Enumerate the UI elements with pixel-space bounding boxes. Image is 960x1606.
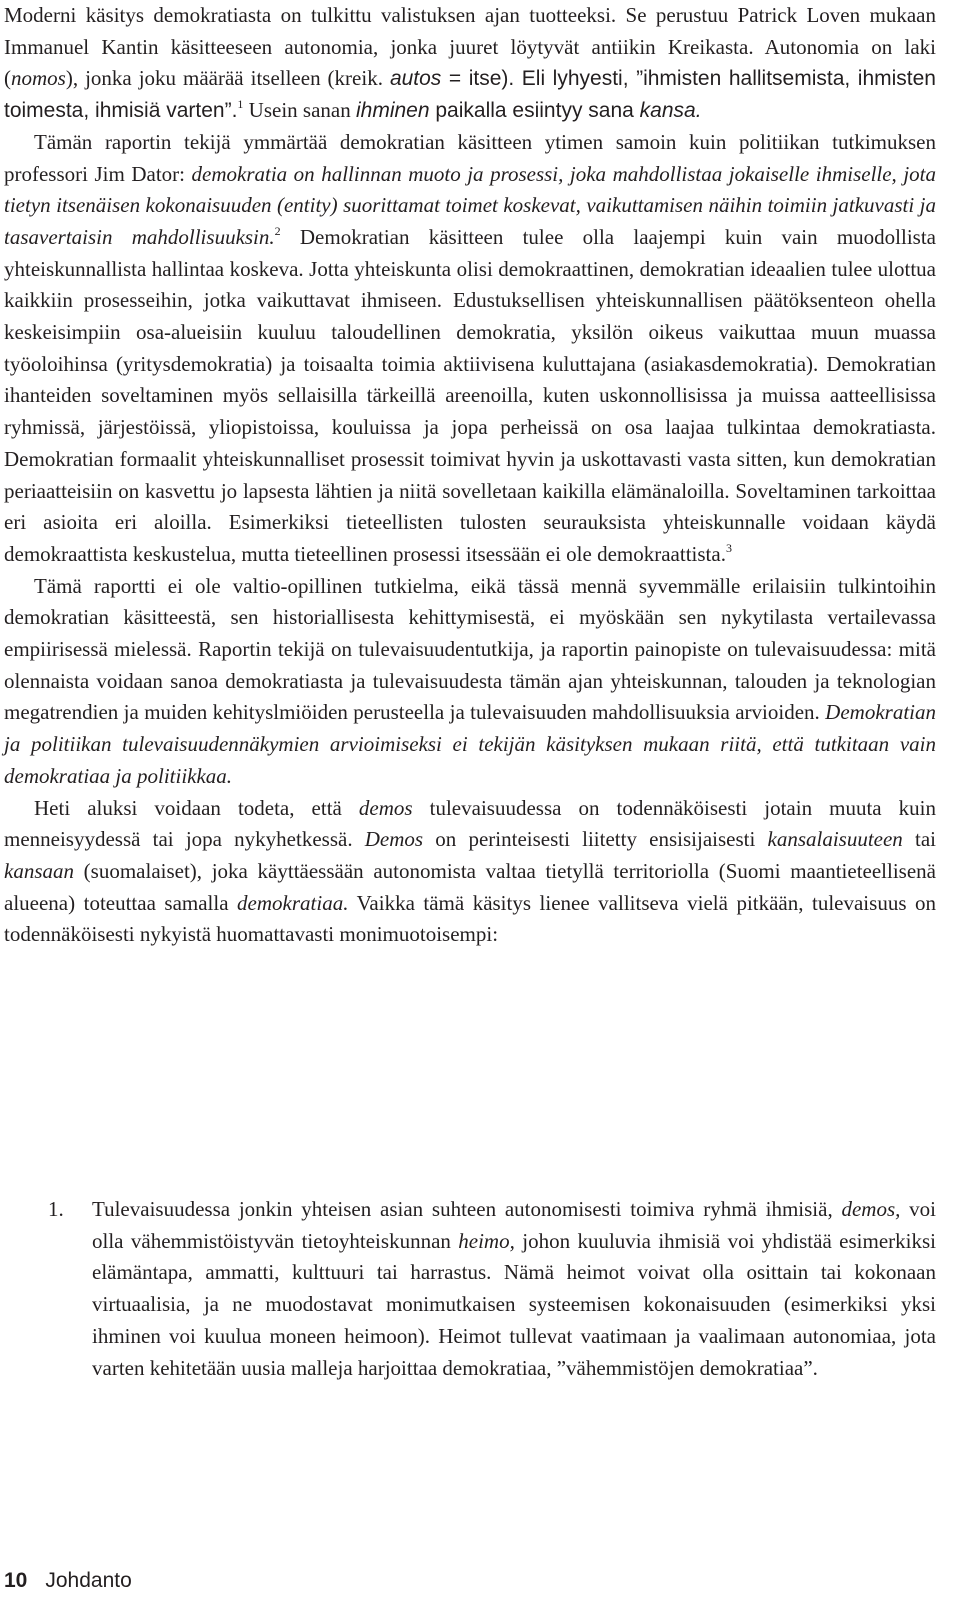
text-run: Tämän raportin tekijä ymmärtää demokratian käsitteen ytimen samoin kuin politiikan tutkimuksen professori Jim Dator: xyxy=(4,129,936,186)
italic-definition: demokratia on hallinnan muoto ja prosessi, joka mahdollistaa jokaiselle ihmiselle, jota tietyn itsenäisen kokonaisuuden (entity) suorittamat toimet koskevat, vaikuttamisen näihin toimiin jatkuvasti ja tasavertaisin mahdollisuuksin. xyxy=(4,161,936,249)
text-run: ), jonka joku määrää itselleen (kreik. xyxy=(65,66,390,91)
paragraph-4 xyxy=(4,793,936,952)
italic-term: autos xyxy=(389,67,442,91)
paragraph-3 xyxy=(4,571,936,793)
italic-term: demokratiaa. xyxy=(237,890,349,915)
text-run: paikalla esiintyy sana xyxy=(429,99,640,123)
page-number: 10 xyxy=(4,1569,28,1592)
italic-term: demos xyxy=(358,795,413,820)
text-run: Tulevaisuudessa jonkin yhteisen asian suhteen autonomisesti toimiva ryhmä ihmisiä, xyxy=(92,1197,842,1221)
text-run: Moderni käsitys demokratiasta on tulkittu valistuksen ajan tuotteeksi. Se perustuu Patrick Loven mukaan Immanuel Kantin käsitteeseen autonomia, jonka juuret löytyvät antiikin Kreikasta. Autonomia on laki ( xyxy=(4,3,936,91)
numbered-list xyxy=(4,1194,936,1384)
list-item xyxy=(92,1194,936,1384)
italic-term: ihminen xyxy=(355,99,430,123)
italic-term: nomos xyxy=(11,66,66,91)
text-run: Tämä raportti ei ole valtio-opillinen tutkielma, eikä tässä mennä syvemmälle erilaisiin tulkintoihin demokratian käsitteestä, sen historiallisesta kehittymisestä, ei myöskään sen nykytilasta vertailevassa empiirisessä mielessä. Raportin tekijä on tulevaisuudentutkija, ja raportin painopiste on tulevaisuudessa: mitä olennaista voidaan sanoa demokratiasta ja tulevaisuudesta tämän ajan yhteiskunnan, talouden ja teknologian megatrendien ja muiden kehityslmiöiden perusteella ja tulevaisuuden mahdollisuuksia arvioiden. xyxy=(4,573,936,725)
body-text xyxy=(4,0,936,951)
paragraph-1 xyxy=(4,0,936,127)
italic-term: heimo, xyxy=(458,1228,515,1253)
list-number: 1. xyxy=(48,1197,64,1221)
footnote-marker: 3 xyxy=(725,540,732,555)
text-run: on perinteisesti liitetty ensisijaisesti xyxy=(423,827,768,852)
footnote-marker: 1 xyxy=(237,97,244,112)
text-run: voi olla vähemmistöistyvän tietoyhteiskunnan xyxy=(92,1197,936,1253)
text-run: tulevaisuudessa on todennäköisesti jotain muuta kuin menneisyydessä tai jopa nykyhetkessä. xyxy=(4,795,936,852)
footnote-marker: 2 xyxy=(274,223,281,238)
text-run: tai xyxy=(902,827,936,852)
italic-term: demos, xyxy=(841,1197,901,1221)
text-run: = itse). Eli lyhyesti, ”ihmisten hallitsemista, ihmisten toimesta, ihmisiä varten”. xyxy=(4,67,936,123)
text-run: Demokratian käsitteen tulee olla laajempi kuin vain muodollista yhteiskunnallista hallintaa koskeva. Jotta yhteiskunta olisi demokraattinen, demokratian ideaalien tulee ulottua kaikkiin prosesseihin, jotka vaikuttavat ihmiseen. Edustuksellisen yhteiskunnallisen päätöksenteon ohella keskeisimpiin osa-alueisiin kuuluu taloudellinen demokratia, yksilön oikeus vaikuttaa muun muassa työoloihinsa (yritysdemokratia) ja toisaalta toimia aktiivisena kuluttajana (asiakasdemokratia). Demokratian ihanteiden soveltaminen myös sellaisilla tärkeillä areenoilla, kuten uskonnollisissa ja muissa aatteellisissa ryhmissä, järjestöissä, yliopistoissa, kouluissa ja jopa perheissä on osa laajaa tulkintaa demokratiasta. Demokratian formaalit yhteiskunnalliset prosessit toimivat hyvin ja uskottavasti vasta sitten, kun demokratian periaatteisiin on kasvettu jo lapsesta lähtien ja niitä sovelletaan kaikilla elämänaloilla. Soveltaminen tarkoittaa eri asioita eri aloilla. Esimerkiksi tieteellisten tulosten seurauksista yhteiskunnalle voidaan käydä demokraattista keskustelua, mutta tieteellinen prosessi itsessään ei ole demokraattista. xyxy=(4,224,936,566)
page-footer xyxy=(4,1569,132,1593)
italic-term: kansaan xyxy=(4,858,74,883)
section-title: Johdanto xyxy=(45,1569,132,1592)
text-run: johon kuuluvia ihmisiä voi yhdistää esimerkiksi elämäntapa, ammatti, kulttuuri tai harrastus. Nämä heimot voivat olla osittain tai kokonaan virtuaalisia, ja ne muodostavat monimutkaisen systeemisen kokonaisuuden (esimerkiksi yksi ihminen voi kuulua moneen heimoon). Heimot tullevat vaatimaan ja vaalimaan autonomiaa, jota varten kehitetään uusia malleja harjoittaa demokratiaa, ”vähemmistöjen demokratiaa”. xyxy=(92,1228,936,1380)
text-run: (suomalaiset), joka käyttäessään autonomista valtaa tietyllä territoriolla (Suomi maantieteellisenä alueena) toteuttaa samalla xyxy=(4,858,936,915)
italic-term: kansalaisuuteen xyxy=(767,827,903,852)
text-run: Heti aluksi voidaan todeta, että xyxy=(34,795,359,820)
italic-term: kansa. xyxy=(639,99,702,123)
italic-term: Demos xyxy=(364,827,424,852)
text-run: Usein sanan xyxy=(243,98,356,123)
paragraph-2 xyxy=(4,127,936,571)
italic-statement: Demokratian ja politiikan tulevaisuudennäkymien arvioimiseksi ei tekijän käsityksen mukaan riitä, että tutkitaan vain demokratiaa ja politiikkaa. xyxy=(4,700,936,788)
text-run: Vaikka tämä käsitys lienee vallitseva vielä pitkään, tulevaisuus on todennäköisesti nykyistä huomattavasti monimuotoisempi: xyxy=(4,890,936,947)
